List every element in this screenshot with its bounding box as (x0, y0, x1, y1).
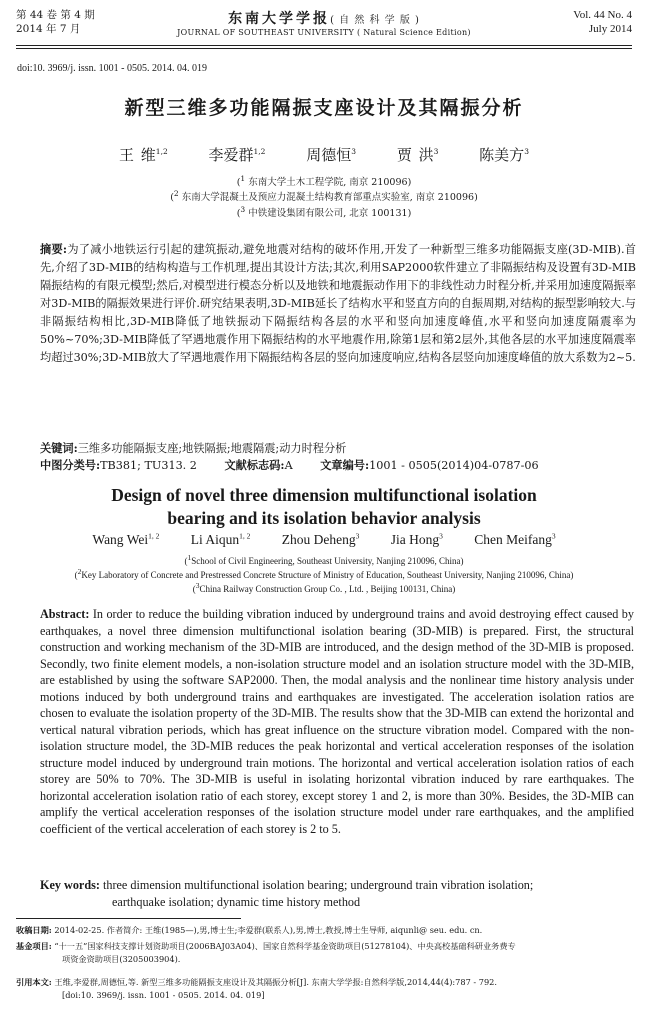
header-rule (16, 45, 632, 46)
footnote-fund: 基金项目: “十一五”国家科技支撑计划资助项目(2006BAJ03A04)、国家自然科学基金资助项目(51278104)、中央高校基础科研业务费专 项资金资助项目(3205003904). (16, 941, 516, 964)
affiliation-cn: ($^2$ 东南大学混凝土及预应力混凝土结构教育部重点实验室, 南京 210096) (170, 189, 478, 204)
header-rule-thin (16, 48, 632, 49)
author-en: Zhou Deheng$^3$ (281, 531, 360, 547)
date-en: July 2014 (588, 23, 632, 35)
author-cn: 王 维$^{1,2}$ (119, 146, 168, 164)
date-cn: 2014 年 7 月 (16, 23, 81, 35)
abstract-cn (40, 240, 636, 367)
authors-en (0, 531, 648, 548)
affiliation-cn: ($^3$ 中铁建设集团有限公司, 北京 100131) (236, 205, 412, 220)
author-en: Chen Meifang$^3$ (474, 531, 556, 547)
keywords-cn: 关键词:三维多功能隔振支座;地铁隔振;地震隔震;动力时程分析 (40, 441, 347, 455)
author-cn: 李爱群$^{1,2}$ (208, 146, 266, 164)
doi-line: doi:10. 3969/j. issn. 1001 - 0505. 2014. 04. 019 (17, 63, 208, 74)
classification-cn: 中图分类号:TB381; TU313. 2 文献标志码:A 文章编号:1001 - 0505(2014)04-0787-06 (40, 458, 539, 472)
author-cn: 周德恒$^3$ (306, 146, 357, 164)
journal-header (16, 8, 632, 44)
paper-title-cn: 新型三维多功能隔振支座设计及其隔振分析 (124, 97, 524, 119)
journal-name-cn: 东南大学学报 (228, 11, 331, 27)
affiliation-cn: ($^1$ 东南大学土木工程学院, 南京 210096) (236, 174, 412, 189)
author-en: Wang Wei$^{1, 2}$ (92, 531, 160, 547)
authors-cn (0, 144, 648, 165)
affiliation-en: ($^3$China Railway Construction Group Co. , Ltd. , Beijing 100131, China) (192, 581, 456, 594)
abstract-text-cn: 为了减小地铁运行引起的建筑振动,避免地震对结构的破坏作用,开发了一种新型三维多功能隔振支座(3D-MIB).首先,介绍了3D-MIB的结构构造与工作机理,提出其设计方法;其次,利用SAP2000软件建立了非隔振结构及设置有3D-MIB隔振结构的有限元模型;然后,对模型进行模态分析以及地铁和地震振动作用下的非线性动力时程分析,并采用加速度隔振率对3D-MIB的隔振效果进行评价.研究结果表明,3D-MIB延长了结构水平和竖直方向的自振周期,对结构的振型影响较大.与非隔振结构相比,3D-MIB降低了地铁振动下隔振结构各层的水平和竖向加速度峰值,水平和竖向加速度隔震率为50%~70%;3D-MIB降低了罕遇地震作用下隔振结构的水平地震作用,除第1层和第2层外,其他各层的水平加速度隔震率均超过30%;3D-MIB放大了罕遇地震作用下隔振结构各层的竖向加速度响应,结构各层竖向加速度峰值的放大系数为2~5. (40, 243, 636, 364)
paper-title-en: Design of novel three dimension multifunctional isolation bearing and its isolation behavior analysis (111, 485, 537, 528)
author-en: Li Aiqun$^{1, 2}$ (190, 531, 251, 547)
volume-en: Vol. 44 No. 4 (573, 9, 632, 21)
footnote-received: 收稿日期: 2014-02-25. 作者简介: 王维(1985—),男,博士生;李爱群(联系人),男,博士,教授,博士生导师, aiqunli@ seu. edu. cn. (16, 925, 483, 935)
author-cn: 贾 洪$^3$ (396, 146, 439, 164)
affiliation-en: ($^2$Key Laboratory of Concrete and Prestressed Concrete Structure of Ministry of Education, Southeast University, Nanjing 210096, China) (74, 567, 574, 580)
keywords-en: Key words: three dimension multifunctional isolation bearing; underground train vibration isolation; earthquake isolation; dynamic time history method (40, 878, 534, 909)
footnote-citation: 引用本文: 王维,李爱群,周德恒,等. 新型三维多功能隔振支座设计及其隔振分析[J]. 东南大学学报:自然科学版,2014,44(4):787 - 792. [doi:10. 3969/j. issn. 1001 - 0505. 2014. 04. 019] (16, 977, 497, 1000)
journal-edition-cn: ( 自 然 科 学 版 ) (330, 15, 420, 26)
footnote-rule (16, 918, 241, 919)
author-en: Jia Hong$^3$ (390, 531, 443, 547)
abstract-label-en: Abstract: (40, 607, 90, 621)
affiliation-en: ($^1$School of Civil Engineering, Southeast University, Nanjing 210096, China) (184, 553, 464, 566)
abstract-en (40, 606, 634, 837)
header-center (16, 8, 632, 37)
abstract-text-en: In order to reduce the building vibration induced by underground trains and avoid destroying effect caused by earthquakes, a novel three dimension multifunctional isolation bearing (3D-MIB) is prepared. First, the structural construction and working mechanism of the 3D-MIB are introduced, and the design method of the 3D-MIB is proposed. Secondly, two finite element models, a non-isolation structure model and an isolation structure model with the 3D-MIB, are established by using the software SAP2000. Then, the modal analysis and the nonlinear time history analysis under motions induced by both underground trains and earthquakes are investigated. The acceleration isolation ratios are chosen to evaluate the isolation property of the 3D-MIB. The results show that the 3D-MIB can extend the horizontal and vertical natural vibration periods, which has great influence on the structure vibration model. Compared with the non-isolation structure model, the 3D-MIB reduces the peak horizontal and vertical acceleration responses of the isolation structure model induced by underground train motions. The horizontal and vertical acceleration isolation ratios of each storey are 50% to 70%. The 3D-MIB is useful in isolating horizontal vibration induced by rare earthquakes. The horizontal acceleration isolation ratio of each storey, except storey 1 and 2, is more than 30%. Besides, the 3D-MIB can amplify the vertical acceleration responses of the isolation structure model under rare earthquakes, and the amplified coefficient of the vertical acceleration of each storey is 2 to 5. (40, 607, 634, 836)
volume-cn: 第 44 卷 第 4 期 (16, 9, 95, 21)
header-right (573, 8, 632, 36)
author-cn: 陈美方$^3$ (479, 146, 529, 164)
abstract-label-cn: 摘要: (40, 242, 68, 256)
journal-name-en: JOURNAL OF SOUTHEAST UNIVERSITY ( Natural Science Edition) (177, 28, 471, 37)
